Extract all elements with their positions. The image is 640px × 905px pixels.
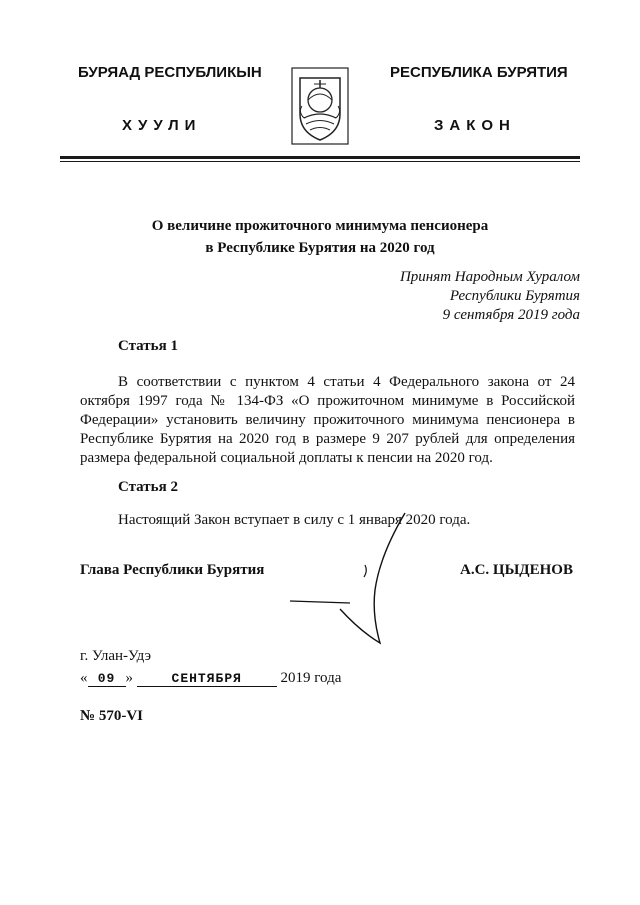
title-line-2: в Республике Бурятия на 2020 год — [205, 240, 435, 256]
date-close-quote: » — [125, 670, 133, 686]
date-year: 2019 года — [280, 670, 342, 686]
article-1-heading: Статья 1 — [118, 338, 178, 354]
date-open-quote: « — [80, 670, 88, 686]
adopted-block — [280, 268, 580, 325]
header-right-top: РЕСПУБЛИКА БУРЯТИЯ — [390, 64, 568, 81]
footer-city: г. Улан-Удэ — [80, 648, 152, 664]
date-day: 09 — [88, 671, 126, 687]
header-left-top: БУРЯАД РЕСПУБЛИКЫН — [78, 64, 262, 81]
document-title — [0, 215, 640, 259]
coat-of-arms-emblem-icon — [290, 66, 350, 146]
article-1-text: В соответствии с пунктом 4 статьи 4 Федерального закона от 24 октября 1997 года № 134-ФЗ «О прожиточном минимуме в Российской Федерации» установить величину прожиточного минимума пенсионера в Республике Бурятия на 2020 год в размере 9 207 рублей для определения размера федеральной социальной доплаты к пенсии на 2020 год. — [80, 374, 575, 466]
footer-date-line — [80, 670, 341, 687]
header-right-bottom: ЗАКОН — [434, 117, 516, 134]
law-number: № 570-VI — [80, 708, 143, 724]
header-rule-thin — [60, 161, 580, 162]
signature-position: Глава Республики Бурятия — [80, 562, 265, 578]
date-month: СЕНТЯБРЯ — [137, 671, 277, 687]
adopted-line-1: Принят Народным Хуралом — [399, 269, 580, 285]
article-2-text: Настоящий Закон вступает в силу с 1 января 2020 года. — [118, 512, 471, 528]
header-rule-thick — [60, 156, 580, 159]
signature-name: А.С. ЦЫДЕНОВ — [460, 562, 573, 578]
adopted-line-3: 9 сентября 2019 года — [442, 307, 580, 323]
header-left-bottom: ХУУЛИ — [122, 117, 202, 134]
adopted-line-2: Республики Бурятия — [449, 288, 580, 304]
handwritten-signature-icon — [280, 505, 420, 655]
title-line-1: О величине прожиточного минимума пенсионера — [151, 218, 489, 234]
article-2-heading: Статья 2 — [118, 479, 178, 495]
